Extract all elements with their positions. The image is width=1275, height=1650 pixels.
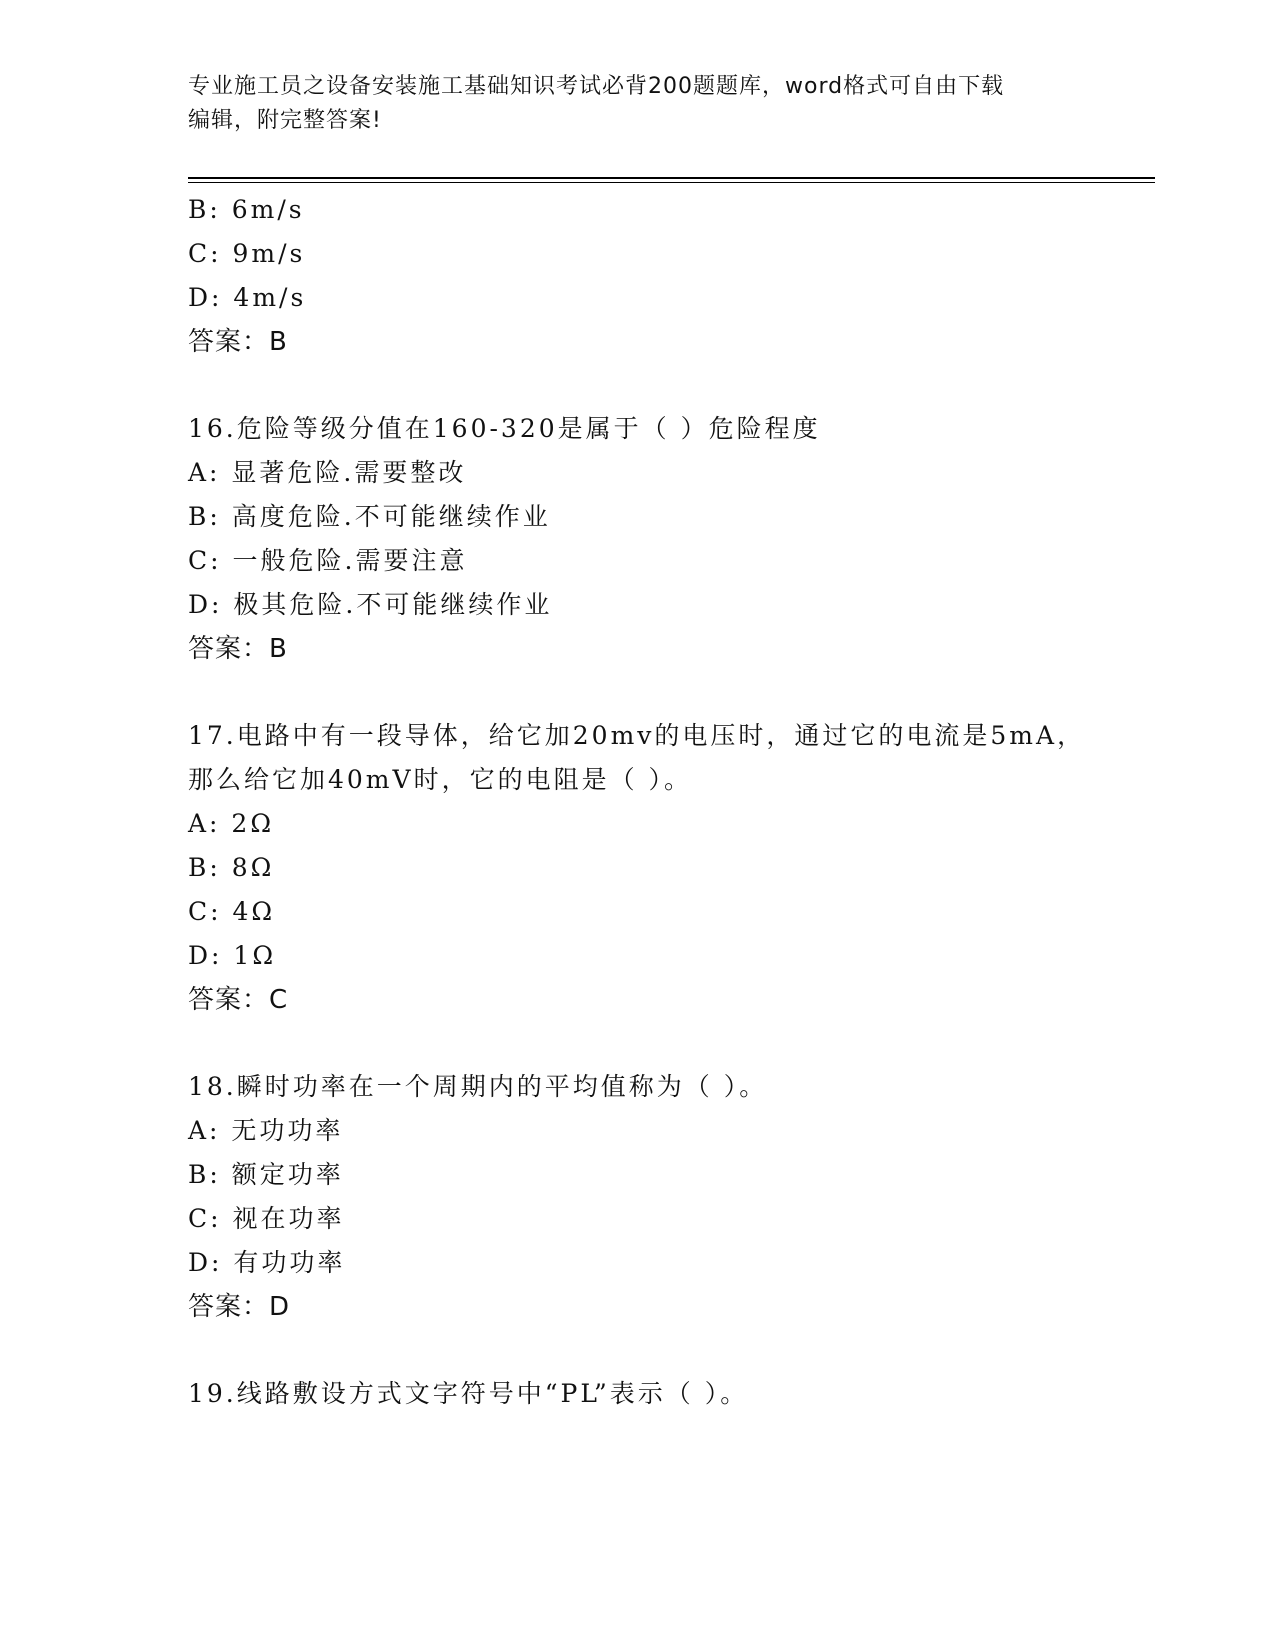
option-c: C: 一般危险.需要注意 — [188, 546, 468, 575]
option-b: B: 额定功率 — [188, 1160, 344, 1189]
header-rule-thin — [188, 182, 1155, 183]
option-d: D: 4m/s — [188, 283, 307, 312]
answer: 答案：B — [188, 327, 288, 357]
answer: 答案：D — [188, 1292, 291, 1322]
option-b: B: 8Ω — [188, 853, 275, 882]
option-d: D: 有功功率 — [188, 1248, 346, 1277]
answer: 答案：C — [188, 985, 289, 1015]
question-stem: 19.线路敷设方式文字符号中“PL”表示（ ）。 — [188, 1379, 749, 1408]
question-stem-line2: 那么给它加40mV时，它的电阻是（ ）。 — [188, 765, 693, 794]
header-rule — [188, 177, 1155, 179]
question-stem-line1: 17.电路中有一段导体，给它加20mv的电压时，通过它的电流是5mA， — [188, 721, 1086, 750]
option-d: D: 1Ω — [188, 941, 277, 970]
option-a: A: 无功功率 — [188, 1116, 344, 1145]
header-title-line1: 专业施工员之设备安装施工基础知识考试必背200题题库，word格式可自由下载 — [188, 74, 1005, 99]
option-a: A: 2Ω — [188, 809, 275, 838]
answer: 答案：B — [188, 634, 288, 664]
option-b: B: 高度危险.不可能继续作业 — [188, 502, 551, 531]
header-title-line2: 编辑，附完整答案! — [188, 108, 382, 133]
option-a: A: 显著危险.需要整改 — [188, 458, 467, 487]
option-c: C: 视在功率 — [188, 1204, 345, 1233]
question-stem: 18.瞬时功率在一个周期内的平均值称为（ ）。 — [188, 1072, 768, 1101]
option-c: C: 4Ω — [188, 897, 276, 926]
option-b: B: 6m/s — [188, 195, 305, 224]
page-header — [188, 70, 1068, 138]
option-c: C: 9m/s — [188, 239, 306, 268]
question-stem: 16.危险等级分值在160-320是属于（ ）危险程度 — [188, 414, 821, 443]
option-d: D: 极其危险.不可能继续作业 — [188, 590, 553, 619]
